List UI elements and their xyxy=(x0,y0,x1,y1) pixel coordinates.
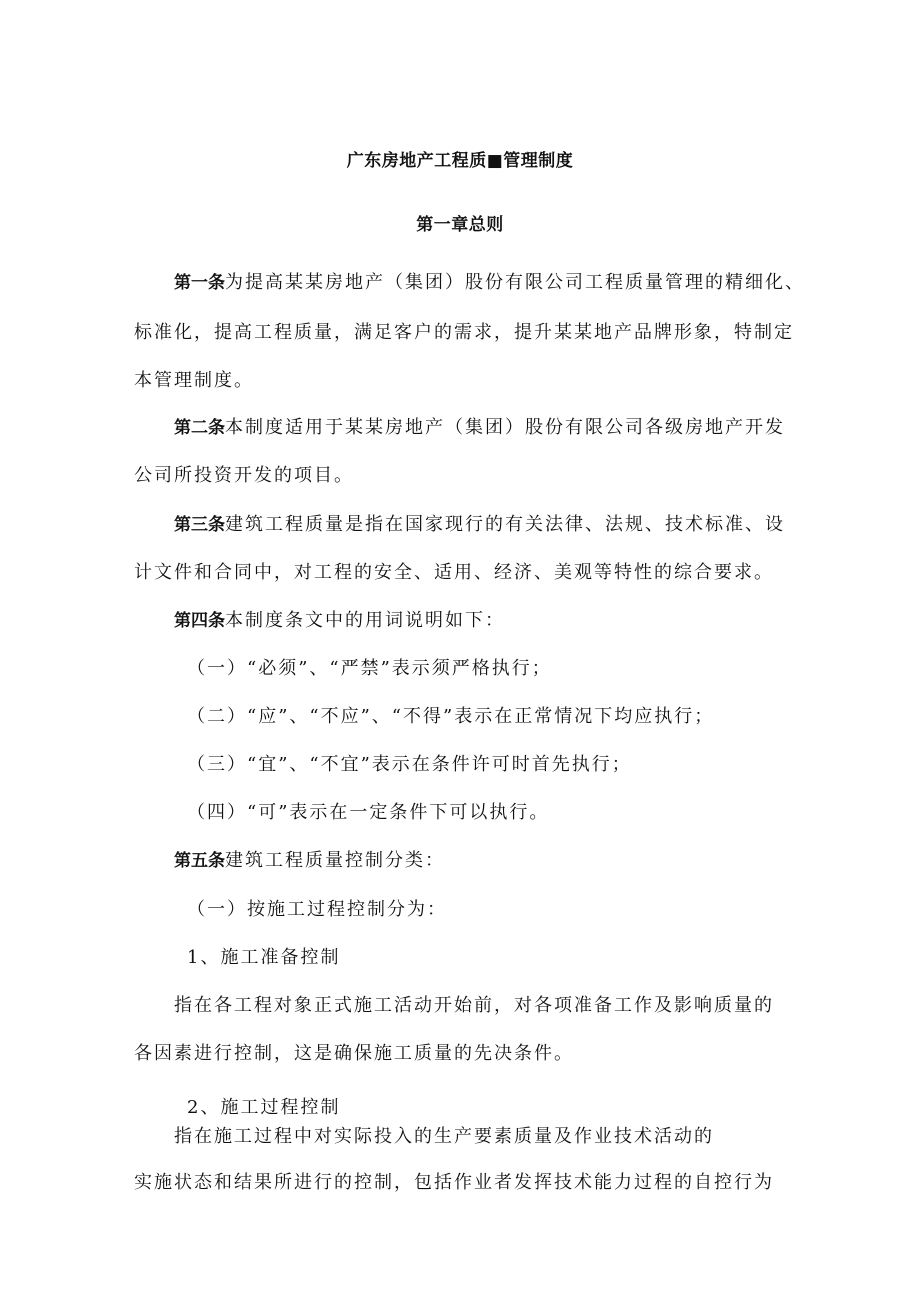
article-1-label: 第一条 xyxy=(174,273,225,293)
article-1-line-1 xyxy=(174,268,805,294)
article-1-line-2: 标准化，提高工程质量，满足客户的需求，提升某某地产品牌形象，特制定 xyxy=(134,322,794,343)
article-4-item-3: （三）“宜”、“不宜”表示在条件许可时首先执行； xyxy=(187,754,632,775)
article-3-line-1 xyxy=(174,510,785,536)
article-3-text: 建筑工程质量是指在国家现行的有关法律、法规、技术标准、设 xyxy=(225,514,785,535)
article-5-label: 第五条 xyxy=(174,851,225,871)
section-2-text-line-2: 实施状态和结果所进行的控制，包括作业者发挥技术能力过程的自控行为 xyxy=(134,1172,774,1193)
article-4-line-1 xyxy=(174,606,505,632)
section-1-text-line-2: 各因素进行控制，这是确保施工质量的先决条件。 xyxy=(134,1043,574,1064)
article-5-text: 建筑工程质量控制分类： xyxy=(225,850,445,871)
article-2-line-1 xyxy=(174,413,785,439)
chapter-heading: 第一章总则 xyxy=(416,215,504,235)
section-2-text-line-1: 指在施工过程中对实际投入的生产要素质量及作业技术活动的 xyxy=(174,1126,714,1147)
article-5-line-1 xyxy=(174,846,445,872)
section-1-heading: 1、施工准备控制 xyxy=(187,947,341,968)
article-4-text: 本制度条文中的用词说明如下： xyxy=(225,610,505,631)
article-4-label: 第四条 xyxy=(174,611,225,631)
article-5-subheading: （一）按施工过程控制分为： xyxy=(187,899,447,920)
section-1-text-line-1: 指在各工程对象正式施工活动开始前，对各项准备工作及影响质量的 xyxy=(174,995,774,1016)
article-4-item-2: （二）“应”、“不应”、“不得”表示在正常情况下均应执行； xyxy=(187,706,715,727)
article-2-text: 本制度适用于某某房地产（集团）股份有限公司各级房地产开发 xyxy=(225,417,785,438)
article-2-label: 第二条 xyxy=(174,418,225,438)
article-2-line-2: 公司所投资开发的项目。 xyxy=(134,465,354,486)
article-3-label: 第三条 xyxy=(174,515,225,535)
article-4-item-1: （一）“必须”、“严禁”表示须严格执行； xyxy=(187,658,552,679)
section-2-heading: 2、施工过程控制 xyxy=(187,1097,341,1118)
article-1-text: 为提高某某房地产（集团）股份有限公司工程质量管理的精细化、 xyxy=(225,272,805,293)
article-1-line-3: 本管理制度。 xyxy=(134,370,254,391)
article-4-item-4: （四）“可”表示在一定条件下可以执行。 xyxy=(187,802,550,823)
article-3-line-2: 计文件和合同中，对工程的安全、适用、经济、美观等特性的综合要求。 xyxy=(134,562,774,583)
document-title: 广东房地产工程质■管理制度 xyxy=(346,151,574,171)
